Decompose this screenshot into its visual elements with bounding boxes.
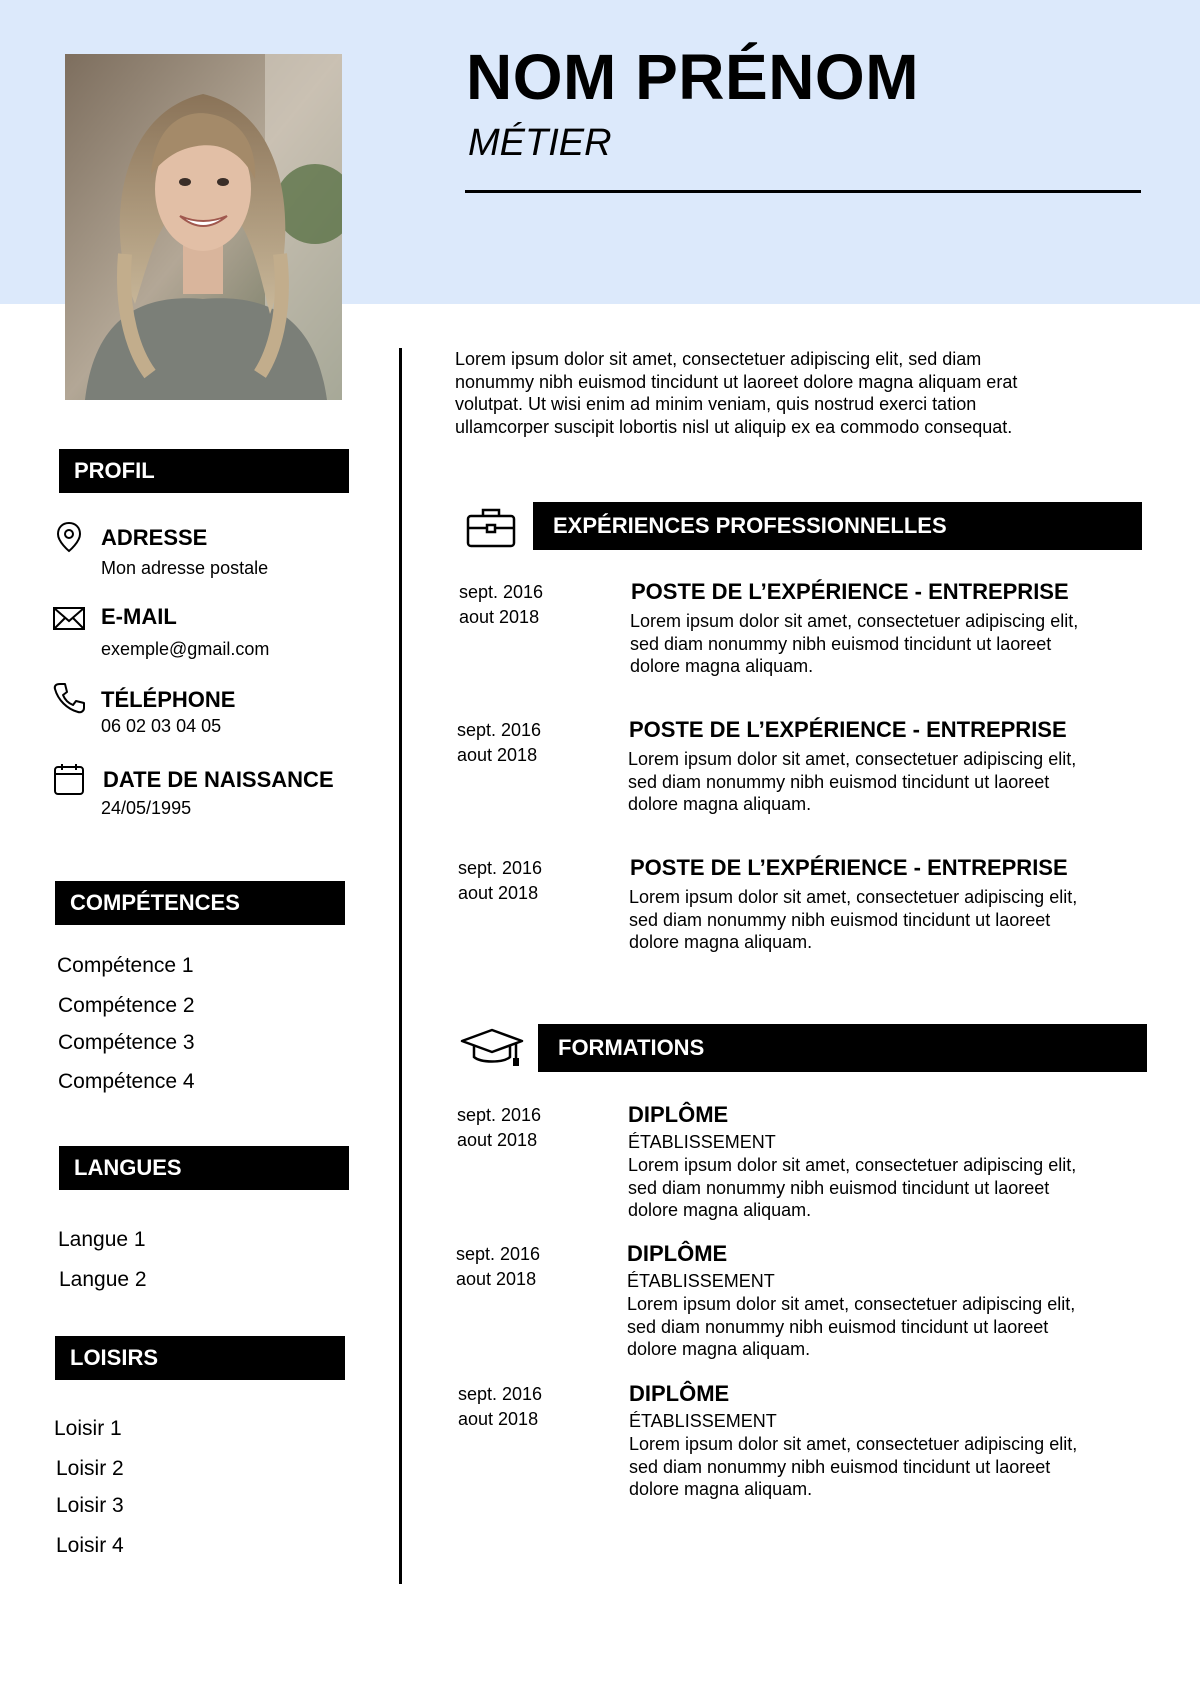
hobby-item: Loisir 1 [54,1417,122,1440]
graduation-cap-icon [459,1025,525,1069]
experience-description: Lorem ipsum dolor sit amet, consectetuer adipiscing elit, sed diam nonummy nibh euismod tincidunt ut laoreet dolore magna aliquam. [630,611,1079,676]
date-end: aout 2018 [459,607,540,627]
phone-icon [52,681,86,715]
education-title: DIPLÔME [628,1102,729,1127]
experience-title: POSTE DE L’EXPÉRIENCE - ENTREPRISE [631,579,1069,604]
language-item: Langue 1 [58,1228,146,1251]
profile-heading: PROFIL [59,449,349,493]
skills-heading: COMPÉTENCES [55,881,345,925]
portrait-photo [65,54,342,400]
experience-date [458,856,542,906]
email-value: exemple@gmail.com [101,639,270,659]
birthdate-value: 24/05/1995 [101,798,192,818]
date-end: aout 2018 [456,1269,537,1289]
date-end: aout 2018 [457,745,538,765]
title-divider [465,190,1141,193]
hobby-item: Loisir 3 [56,1494,124,1517]
experience-date [459,580,543,630]
experience-description: Lorem ipsum dolor sit amet, consectetuer adipiscing elit, sed diam nonummy nibh euismod tincidunt ut laoreet dolore magna aliquam. [628,749,1077,814]
briefcase-icon [466,506,516,548]
language-item: Langue 2 [59,1268,147,1291]
skill-item: Compétence 1 [57,954,194,977]
education-date [456,1242,540,1292]
skill-item: Compétence 4 [58,1070,195,1093]
email-label: E-MAIL [101,604,177,629]
date-end: aout 2018 [458,1409,539,1429]
date-start: sept. 2016 [458,858,543,878]
date-start: sept. 2016 [457,1105,542,1125]
experience-date [457,718,541,768]
education-title: DIPLÔME [627,1241,728,1266]
birthdate-label: DATE DE NAISSANCE [103,767,334,792]
profile-summary: Lorem ipsum dolor sit amet, consectetuer adipiscing elit, sed diam nonummy nibh euismod tincidunt ut laoreet dolore magna aliquam erat volutpat. Ut wisi enim ad minim veniam, quis nostrud exerci tation ullamcorper suscipit lobortis nisl ut aliquip ex ea commodo consequat. [455,349,1018,437]
education-school: ÉTABLISSEMENT [628,1132,776,1152]
experience-description: Lorem ipsum dolor sit amet, consectetuer adipiscing elit, sed diam nonummy nibh euismod tincidunt ut laoreet dolore magna aliquam. [629,887,1078,952]
calendar-icon [52,762,86,796]
date-start: sept. 2016 [456,1244,541,1264]
location-pin-icon [52,520,86,554]
skill-item: Compétence 2 [58,994,195,1017]
experience-title: POSTE DE L’EXPÉRIENCE - ENTREPRISE [630,855,1068,880]
date-start: sept. 2016 [459,582,544,602]
address-label: ADRESSE [101,525,208,550]
hobbies-heading: LOISIRS [55,1336,345,1380]
education-description: Lorem ipsum dolor sit amet, consectetuer adipiscing elit, sed diam nonummy nibh euismod tincidunt ut laoreet dolore magna aliquam. [629,1434,1078,1499]
phone-value: 06 02 03 04 05 [101,716,222,736]
date-end: aout 2018 [458,883,539,903]
education-school: ÉTABLISSEMENT [627,1271,775,1291]
hobby-item: Loisir 2 [56,1457,124,1480]
education-title: DIPLÔME [629,1381,730,1406]
date-start: sept. 2016 [458,1384,543,1404]
education-description: Lorem ipsum dolor sit amet, consectetuer adipiscing elit, sed diam nonummy nibh euismod tincidunt ut laoreet dolore magna aliquam. [627,1294,1076,1359]
education-description: Lorem ipsum dolor sit amet, consectetuer adipiscing elit, sed diam nonummy nibh euismod tincidunt ut laoreet dolore magna aliquam. [628,1155,1077,1220]
education-date [458,1382,542,1432]
education-heading: FORMATIONS [538,1024,1147,1072]
date-start: sept. 2016 [457,720,542,740]
envelope-icon [52,601,86,635]
experience-heading: EXPÉRIENCES PROFESSIONNELLES [533,502,1142,550]
address-value: Mon adresse postale [101,558,269,578]
candidate-name: NOM PRÉNOM [466,41,919,113]
column-divider [399,348,402,1584]
phone-label: TÉLÉPHONE [101,687,236,712]
date-end: aout 2018 [457,1130,538,1150]
languages-heading: LANGUES [59,1146,349,1190]
experience-title: POSTE DE L’EXPÉRIENCE - ENTREPRISE [629,717,1067,742]
hobby-item: Loisir 4 [56,1534,124,1557]
skill-item: Compétence 3 [58,1031,195,1054]
education-date [457,1103,541,1153]
job-title: MÉTIER [468,122,612,164]
education-school: ÉTABLISSEMENT [629,1411,777,1431]
